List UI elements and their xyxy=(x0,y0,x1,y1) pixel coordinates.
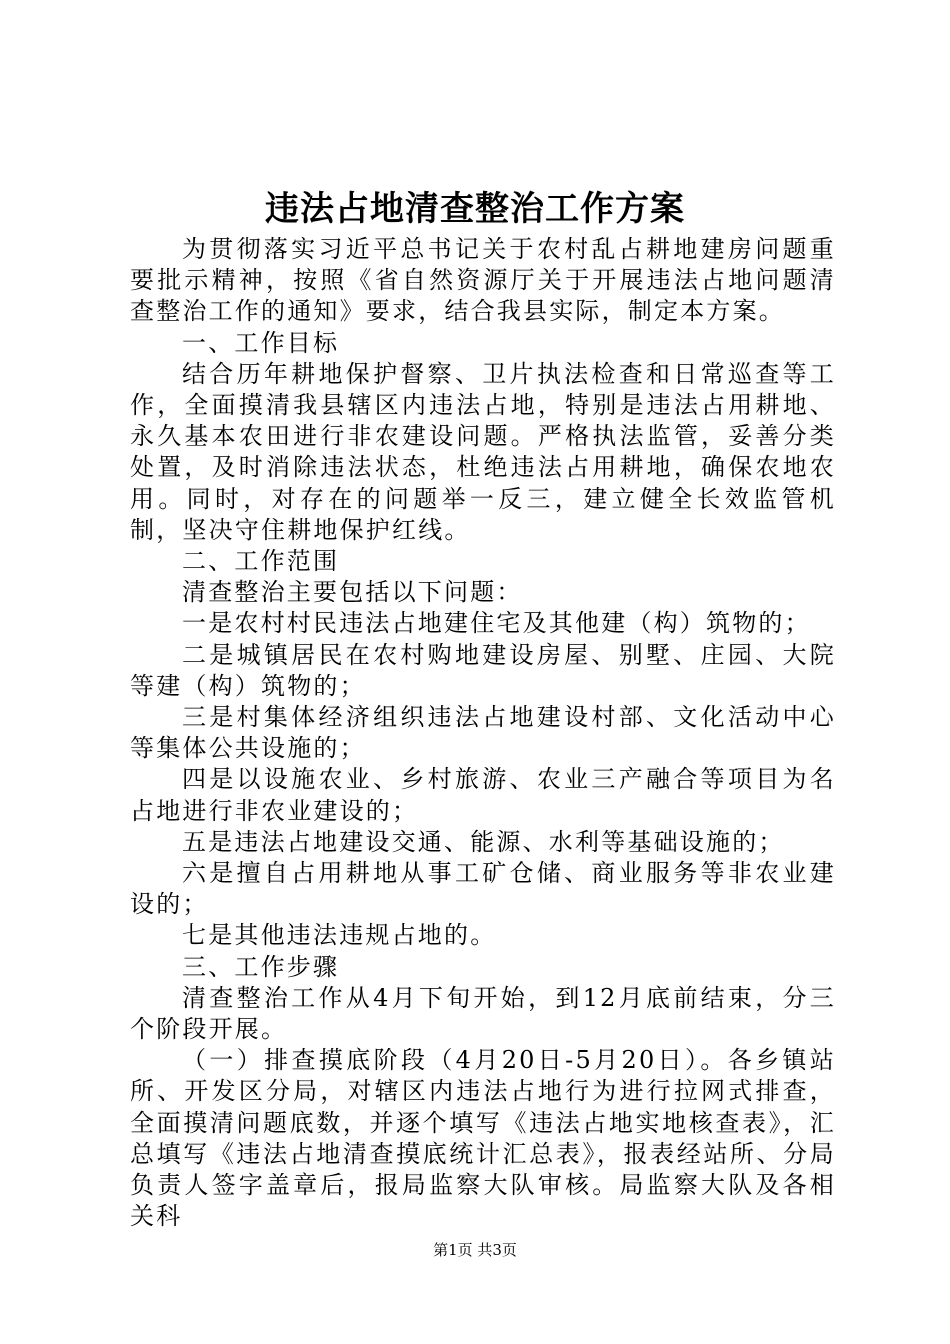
section-heading-goals: 一、工作目标 xyxy=(182,328,340,357)
list-item-scope-5: 五是违法占地建设交通、能源、水利等基础设施的； xyxy=(182,827,785,856)
list-item-scope-1: 一是农村村民违法占地建住宅及其他建（构）筑物的； xyxy=(182,609,811,638)
document-body xyxy=(130,234,836,1233)
document-title: 违法占地清查整治工作方案 xyxy=(265,189,685,229)
paragraph-steps-intro: 清查整治工作从4月下旬开始，到12月底前结束，分三个阶段开展。 xyxy=(130,983,836,1044)
list-item-scope-6: 六是擅自占用耕地从事工矿仓储、商业服务等非农业建设的； xyxy=(130,859,836,919)
section-heading-scope: 二、工作范围 xyxy=(182,547,340,576)
list-item-scope-4: 四是以设施农业、乡村旅游、农业三产融合等项目为名占地进行非农业建设的； xyxy=(130,765,836,825)
list-item-scope-7: 七是其他违法违规占地的。 xyxy=(182,921,497,950)
list-item-scope-2: 二是城镇居民在农村购地建设房屋、别墅、庄园、大院等建（构）筑物的； xyxy=(130,640,836,700)
paragraph-goals: 结合历年耕地保护督察、卫片执法检查和日常巡查等工作，全面摸清我县辖区内违法占地，特别是违法占用耕地、永久基本农田进行非农建设问题。严格执法监管，妥善分类处置，及时消除违法状态，杜绝违法占用耕地，确保农地农用。同时，对存在的问题举一反三，建立健全长效监管机制，坚决守住耕地保护红线。 xyxy=(130,359,836,544)
list-item-scope-3: 三是村集体经济组织违法占地建设村部、文化活动中心等集体公共设施的； xyxy=(130,703,836,763)
paragraph-step-1: （一）排查摸底阶段（4月20日-5月20日）。各乡镇站所、开发区分局，对辖区内违法占地行为进行拉网式排查，全面摸清问题底数，并逐个填写《违法占地实地核查表》，汇总填写《违法占地清查摸底统计汇总表》，报表经站所、分局负责人签字盖章后，报局监察大队审核。局监察大队及各相关科 xyxy=(130,1046,836,1231)
page-footer: 第1页 共3页 xyxy=(433,1241,517,1259)
paragraph-intro: 为贯彻落实习近平总书记关于农村乱占耕地建房问题重要批示精神，按照《省自然资源厅关于开展违法占地问题清查整治工作的通知》要求，结合我县实际，制定本方案。 xyxy=(130,235,836,326)
paragraph-scope-intro: 清查整治主要包括以下问题： xyxy=(182,578,523,607)
section-heading-steps: 三、工作步骤 xyxy=(182,952,340,981)
